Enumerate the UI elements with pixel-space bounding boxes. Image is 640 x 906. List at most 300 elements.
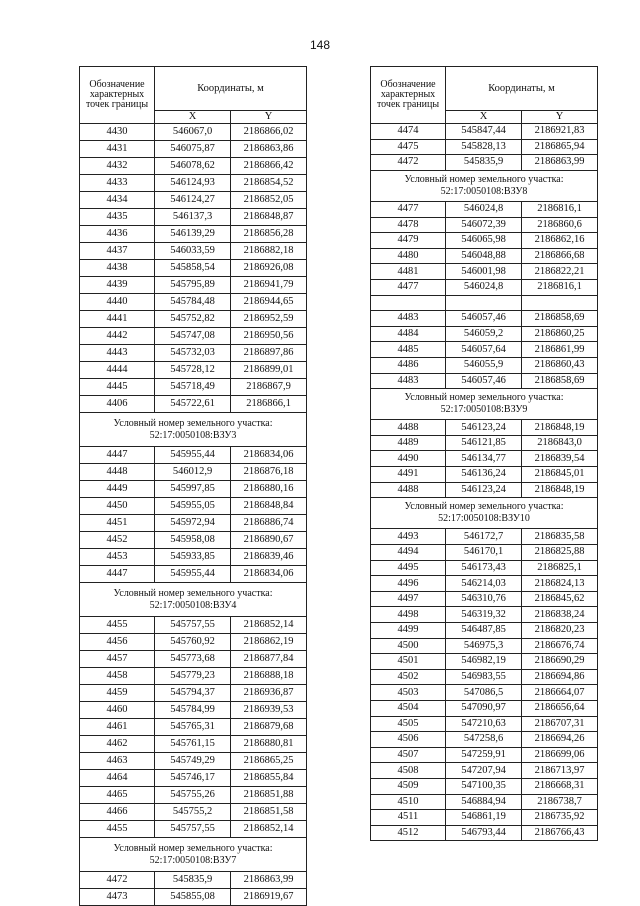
y-coordinate-cell: 2186676,74 [522,638,598,654]
page-number: 148 [309,38,331,52]
point-number-cell: 4460 [80,702,155,719]
y-coordinate-cell: 2186939,53 [231,702,307,719]
x-coordinate-cell: 545722,61 [155,396,231,413]
table-row [371,155,598,171]
point-number-cell: 4473 [80,889,155,906]
x-coordinate-cell: 545732,03 [155,345,231,362]
x-coordinate-cell: 547258,6 [446,732,522,748]
x-coordinate-cell: 545972,94 [155,515,231,532]
y-coordinate-cell [522,295,598,311]
table-row [80,787,307,804]
y-coordinate-cell: 2186952,59 [231,311,307,328]
y-coordinate-cell: 2186865,25 [231,753,307,770]
y-coordinate-cell: 2186860,43 [522,357,598,373]
x-coordinate-cell: 546310,76 [446,591,522,607]
x-coordinate-cell: 546057,64 [446,342,522,358]
table-row [80,566,307,583]
table-row [371,591,598,607]
y-coordinate-cell: 2186824,13 [522,576,598,592]
x-coordinate-cell: 545718,49 [155,379,231,396]
x-coordinate-cell: 545784,48 [155,294,231,311]
coordinates-table-right [370,66,598,841]
point-number-cell: 4505 [371,716,446,732]
x-coordinate-cell: 546983,55 [446,669,522,685]
x-coordinate-cell: 546024,8 [446,279,522,295]
table-row [80,362,307,379]
table-row [80,192,307,209]
table-row [80,124,307,141]
x-coordinate-cell: 547210,63 [446,716,522,732]
section-row [80,413,307,447]
x-coordinate-cell: 547100,35 [446,778,522,794]
table-row [371,747,598,763]
table-row [80,872,307,889]
point-number-cell: 4463 [80,753,155,770]
y-coordinate-cell: 2186851,58 [231,804,307,821]
x-coordinate-cell: 546055,9 [446,357,522,373]
x-coordinate-cell: 546793,44 [446,825,522,841]
section-label: Условный номер земельного участка: 52:17:0050108:ВЗУ4 [80,583,307,617]
table-row [371,295,598,311]
x-coordinate-cell: 546001,98 [446,264,522,280]
y-coordinate-cell: 2186950,56 [231,328,307,345]
y-coordinate-cell: 2186926,08 [231,260,307,277]
table-row [80,651,307,668]
x-coordinate-cell: 546024,8 [446,201,522,217]
table-row [80,549,307,566]
point-number-cell: 4440 [80,294,155,311]
y-coordinate-cell: 2186856,28 [231,226,307,243]
table-row [371,217,598,233]
table-row [80,481,307,498]
table-row [80,634,307,651]
point-number-cell: 4488 [371,482,446,498]
y-coordinate-cell: 2186690,29 [522,654,598,670]
table-row [80,753,307,770]
x-coordinate-cell: 546012,9 [155,464,231,481]
y-coordinate-cell: 2186862,16 [522,233,598,249]
point-number-cell: 4506 [371,732,446,748]
y-coordinate-cell: 2186851,88 [231,787,307,804]
y-coordinate-cell: 2186766,43 [522,825,598,841]
table-row [371,311,598,327]
y-coordinate-cell: 2186845,62 [522,591,598,607]
table-row [80,447,307,464]
x-coordinate-cell: 546072,39 [446,217,522,233]
x-coordinate-cell: 546048,88 [446,248,522,264]
y-coordinate-cell: 2186897,86 [231,345,307,362]
y-coordinate-cell: 2186707,31 [522,716,598,732]
y-coordinate-cell: 2186858,69 [522,373,598,389]
section-row [80,583,307,617]
point-number-cell: 4491 [371,467,446,483]
x-coordinate-cell: 545784,99 [155,702,231,719]
section-label: Условный номер земельного участка: 52:17:0050108:ВЗУ8 [371,170,598,201]
x-coordinate-cell: 546059,2 [446,326,522,342]
point-number-cell: 4485 [371,342,446,358]
table-row [371,732,598,748]
y-coordinate-cell: 2186941,79 [231,277,307,294]
y-coordinate-cell: 2186862,19 [231,634,307,651]
y-coordinate-cell: 2186848,19 [522,420,598,436]
y-coordinate-cell: 2186855,84 [231,770,307,787]
table-row [371,139,598,155]
point-number-cell: 4449 [80,481,155,498]
table-body-left [80,124,307,906]
x-coordinate-cell: 545794,37 [155,685,231,702]
section-label: Условный номер земельного участка: 52:17:0050108:ВЗУ10 [371,498,598,529]
x-coordinate-cell: 546067,0 [155,124,231,141]
x-coordinate-cell: 546124,93 [155,175,231,192]
point-number-cell: 4500 [371,638,446,654]
y-coordinate-cell: 2186852,14 [231,821,307,838]
x-coordinate-cell: 545933,85 [155,549,231,566]
point-number-cell: 4508 [371,763,446,779]
x-coordinate-cell: 545760,92 [155,634,231,651]
table-row [371,825,598,841]
y-coordinate-cell: 2186664,07 [522,685,598,701]
x-coordinate-cell: 547086,5 [446,685,522,701]
point-number-cell: 4502 [371,669,446,685]
y-coordinate-cell: 2186822,21 [522,264,598,280]
x-coordinate-cell: 545955,44 [155,447,231,464]
table-row [371,560,598,576]
table-row [80,226,307,243]
point-number-cell: 4430 [80,124,155,141]
point-number-cell: 4453 [80,549,155,566]
table-row [80,260,307,277]
point-number-cell: 4445 [80,379,155,396]
y-coordinate-cell: 2186877,84 [231,651,307,668]
point-number-cell: 4488 [371,420,446,436]
y-coordinate-cell: 2186835,58 [522,529,598,545]
y-coordinate-cell: 2186848,84 [231,498,307,515]
x-coordinate-cell: 545858,54 [155,260,231,277]
y-coordinate-cell: 2186860,25 [522,326,598,342]
table-row [80,889,307,906]
x-coordinate-cell: 546057,46 [446,373,522,389]
table-row [80,617,307,634]
x-coordinate-cell: 545773,68 [155,651,231,668]
point-number-cell: 4406 [80,396,155,413]
table-row [80,175,307,192]
y-coordinate-cell: 2186825,88 [522,545,598,561]
section-label: Условный номер земельного участка: 52:17:0050108:ВЗУ9 [371,389,598,420]
y-coordinate-cell: 2186816,1 [522,201,598,217]
point-number-cell: 4472 [80,872,155,889]
point-number-cell: 4478 [371,217,446,233]
point-number-cell: 4441 [80,311,155,328]
x-coordinate-cell: 545855,08 [155,889,231,906]
y-coordinate-cell: 2186735,92 [522,810,598,826]
point-number-cell: 4483 [371,311,446,327]
section-row [371,389,598,420]
x-coordinate-cell: 546123,24 [446,482,522,498]
y-coordinate-cell: 2186852,14 [231,617,307,634]
table-row [371,467,598,483]
x-coordinate-cell: 545765,31 [155,719,231,736]
point-number-cell: 4452 [80,532,155,549]
point-number-cell: 4451 [80,515,155,532]
table-row [80,294,307,311]
table-row [80,243,307,260]
x-coordinate-cell: 546172,7 [446,529,522,545]
point-number-cell: 4477 [371,279,446,295]
y-coordinate-cell: 2186863,86 [231,141,307,158]
coordinates-table-left [79,66,307,906]
point-number-cell: 4472 [371,155,446,171]
table-row [80,770,307,787]
y-coordinate-cell: 2186876,18 [231,464,307,481]
table-row [371,763,598,779]
point-number-cell: 4493 [371,529,446,545]
x-coordinate-cell: 546075,87 [155,141,231,158]
point-number-cell: 4483 [371,373,446,389]
x-coordinate-cell: 547090,97 [446,700,522,716]
table-row [371,451,598,467]
point-number-cell: 4479 [371,233,446,249]
point-number-cell: 4438 [80,260,155,277]
point-number-cell: 4444 [80,362,155,379]
x-coordinate-cell: 547259,91 [446,747,522,763]
table-row [80,464,307,481]
y-coordinate-cell: 2186880,81 [231,736,307,753]
point-number-cell: 4432 [80,158,155,175]
point-number-cell: 4443 [80,345,155,362]
table-row [371,233,598,249]
y-coordinate-cell: 2186936,87 [231,685,307,702]
y-coordinate-cell: 2186834,06 [231,566,307,583]
point-number-cell: 4507 [371,747,446,763]
table-row [371,124,598,140]
point-number-cell: 4511 [371,810,446,826]
table-row [371,279,598,295]
section-row [371,498,598,529]
point-number-cell [371,295,446,311]
y-coordinate-cell: 2186863,99 [231,872,307,889]
y-coordinate-cell: 2186839,54 [522,451,598,467]
y-coordinate-cell: 2186863,99 [522,155,598,171]
header-x-label: X [446,111,522,124]
point-number-cell: 4456 [80,634,155,651]
y-coordinate-cell: 2186852,05 [231,192,307,209]
table-row [371,778,598,794]
point-number-cell: 4435 [80,209,155,226]
y-coordinate-cell: 2186820,23 [522,623,598,639]
point-number-cell: 4461 [80,719,155,736]
table-row [371,342,598,358]
x-coordinate-cell: 547207,94 [446,763,522,779]
table-row [80,396,307,413]
point-number-cell: 4458 [80,668,155,685]
x-coordinate-cell: 545958,08 [155,532,231,549]
table-row [80,498,307,515]
x-coordinate-cell: 545728,12 [155,362,231,379]
x-coordinate-cell: 546170,1 [446,545,522,561]
y-coordinate-cell: 2186867,9 [231,379,307,396]
table-row [80,736,307,753]
y-coordinate-cell: 2186699,06 [522,747,598,763]
y-coordinate-cell: 2186860,6 [522,217,598,233]
point-number-cell: 4436 [80,226,155,243]
x-coordinate-cell: 546861,19 [446,810,522,826]
table-row [80,277,307,294]
y-coordinate-cell: 2186816,1 [522,279,598,295]
table-row [371,435,598,451]
table-row [80,311,307,328]
point-number-cell: 4486 [371,357,446,373]
y-coordinate-cell: 2186861,99 [522,342,598,358]
header-coords-label: Координаты, м [155,67,307,111]
point-number-cell: 4433 [80,175,155,192]
table-row [371,373,598,389]
y-coordinate-cell: 2186838,24 [522,607,598,623]
table-row [80,804,307,821]
point-number-cell: 4496 [371,576,446,592]
y-coordinate-cell: 2186921,83 [522,124,598,140]
table-row [371,794,598,810]
x-coordinate-cell: 545755,2 [155,804,231,821]
table-row [80,685,307,702]
y-coordinate-cell: 2186845,01 [522,467,598,483]
y-coordinate-cell: 2186656,64 [522,700,598,716]
table-row [371,716,598,732]
point-number-cell: 4504 [371,700,446,716]
table-row [371,638,598,654]
x-coordinate-cell: 545757,55 [155,617,231,634]
point-number-cell: 4501 [371,654,446,670]
table-row [371,326,598,342]
table-row [80,532,307,549]
y-coordinate-cell: 2186879,68 [231,719,307,736]
section-row [80,838,307,872]
table-row [371,420,598,436]
x-coordinate-cell: 546214,03 [446,576,522,592]
section-row [371,170,598,201]
table-row [371,482,598,498]
x-coordinate-cell: 546982,19 [446,654,522,670]
y-coordinate-cell: 2186694,26 [522,732,598,748]
table-row [80,209,307,226]
y-coordinate-cell: 2186866,02 [231,124,307,141]
x-coordinate-cell: 546123,24 [446,420,522,436]
y-coordinate-cell: 2186848,87 [231,209,307,226]
point-number-cell: 4484 [371,326,446,342]
y-coordinate-cell: 2186944,65 [231,294,307,311]
table-row [80,702,307,719]
point-number-cell: 4495 [371,560,446,576]
y-coordinate-cell: 2186834,06 [231,447,307,464]
y-coordinate-cell: 2186890,67 [231,532,307,549]
point-number-cell: 4447 [80,447,155,464]
x-coordinate-cell: 545847,44 [446,124,522,140]
y-coordinate-cell: 2186848,19 [522,482,598,498]
x-coordinate-cell: 546033,59 [155,243,231,260]
point-number-cell: 4465 [80,787,155,804]
point-number-cell: 4503 [371,685,446,701]
x-coordinate-cell: 545752,82 [155,311,231,328]
point-number-cell: 4498 [371,607,446,623]
x-coordinate-cell: 545955,44 [155,566,231,583]
y-coordinate-cell: 2186668,31 [522,778,598,794]
x-coordinate-cell: 545997,85 [155,481,231,498]
table-row [80,515,307,532]
x-coordinate-cell: 546319,32 [446,607,522,623]
table-row [371,529,598,545]
x-coordinate-cell: 546121,85 [446,435,522,451]
x-coordinate-cell: 545779,23 [155,668,231,685]
x-coordinate-cell: 546057,46 [446,311,522,327]
section-label: Условный номер земельного участка: 52:17:0050108:ВЗУ7 [80,838,307,872]
point-number-cell: 4497 [371,591,446,607]
point-number-cell: 4474 [371,124,446,140]
point-number-cell: 4512 [371,825,446,841]
x-coordinate-cell: 546136,24 [446,467,522,483]
y-coordinate-cell: 2186919,67 [231,889,307,906]
table-row [80,158,307,175]
point-number-cell: 4457 [80,651,155,668]
x-coordinate-cell: 545835,9 [446,155,522,171]
table-row [371,576,598,592]
x-coordinate-cell: 546124,27 [155,192,231,209]
point-number-cell: 4510 [371,794,446,810]
point-number-cell: 4437 [80,243,155,260]
x-coordinate-cell: 545795,89 [155,277,231,294]
y-coordinate-cell: 2186843,0 [522,435,598,451]
header-x-label: X [155,111,231,124]
x-coordinate-cell: 545746,17 [155,770,231,787]
point-number-cell: 4475 [371,139,446,155]
x-coordinate-cell: 545835,9 [155,872,231,889]
x-coordinate-cell [446,295,522,311]
table-row [371,654,598,670]
x-coordinate-cell: 546134,77 [446,451,522,467]
y-coordinate-cell: 2186866,42 [231,158,307,175]
table-row [80,345,307,362]
point-number-cell: 4459 [80,685,155,702]
y-coordinate-cell: 2186854,52 [231,175,307,192]
table-row [371,545,598,561]
header-y-label: Y [231,111,307,124]
header-point-label: Обозначение характерных точек границы [371,67,446,124]
x-coordinate-cell: 546884,94 [446,794,522,810]
y-coordinate-cell: 2186858,69 [522,311,598,327]
y-coordinate-cell: 2186866,68 [522,248,598,264]
point-number-cell: 4439 [80,277,155,294]
point-number-cell: 4442 [80,328,155,345]
x-coordinate-cell: 546078,62 [155,158,231,175]
point-number-cell: 4480 [371,248,446,264]
point-number-cell: 4455 [80,821,155,838]
table-row [371,810,598,826]
x-coordinate-cell: 545757,55 [155,821,231,838]
table-row [80,668,307,685]
table-body-right [371,124,598,841]
point-number-cell: 4447 [80,566,155,583]
x-coordinate-cell: 546137,3 [155,209,231,226]
table-row [371,623,598,639]
point-number-cell: 4464 [80,770,155,787]
point-number-cell: 4466 [80,804,155,821]
section-label: Условный номер земельного участка: 52:17:0050108:ВЗУ3 [80,413,307,447]
table-row [80,141,307,158]
x-coordinate-cell: 545828,13 [446,139,522,155]
point-number-cell: 4450 [80,498,155,515]
y-coordinate-cell: 2186888,18 [231,668,307,685]
table-row [371,607,598,623]
point-number-cell: 4434 [80,192,155,209]
x-coordinate-cell: 545755,26 [155,787,231,804]
